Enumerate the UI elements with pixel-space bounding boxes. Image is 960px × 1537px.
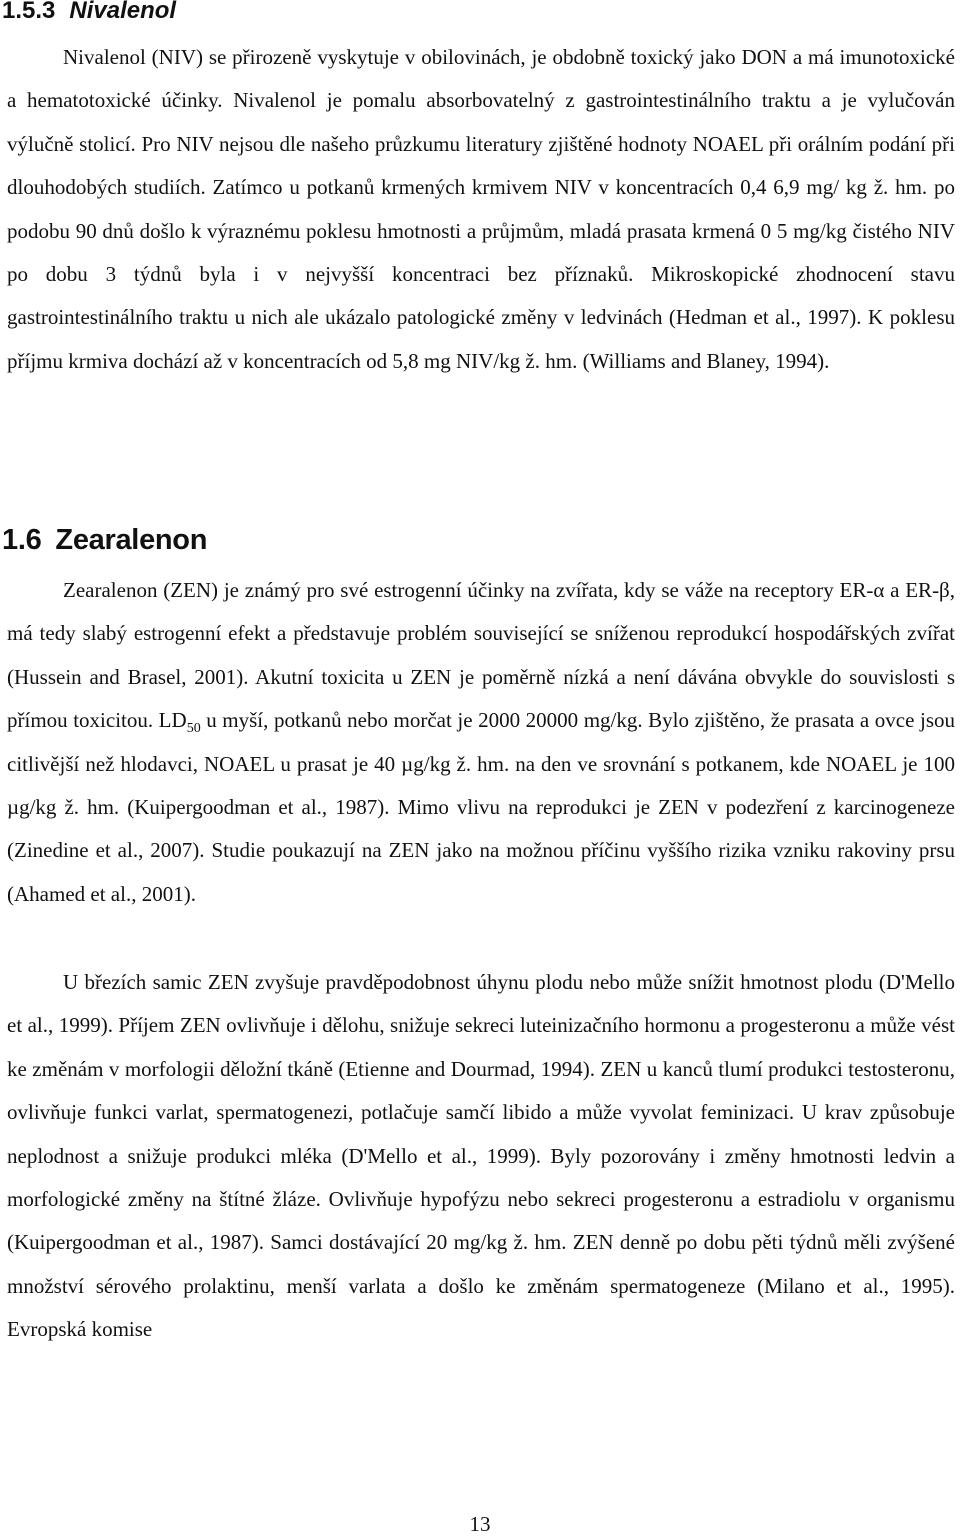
paragraph-zearalenon-2: U březích samic ZEN zvyšuje pravděpodobnost úhynu plodu nebo může snížit hmotnost plodu (D'Mello et al., 1999). Příjem ZEN ovlivňuje i dělohu, snižuje sekreci luteinizačního hormonu a progesteronu a může vést ke změnám v morfologii děložní tkáně (Etienne and Dourmad, 1994). ZEN u kanců tlumí produkci testosteronu, ovlivňuje funkci varlat, spermatogenezi, potlačuje samčí libido a může vyvolat feminizaci. U krav způsobuje neplodnost a snižuje produkci mléka (D'Mello et al., 1999). Byly pozorovány i změny hmotnosti ledvin a morfologické změny na štítné žláze. Ovlivňuje hypofýzu nebo sekreci progesteronu a estradiolu v organismu (Kuipergoodman et al., 1987). Samci dostávající 20 mg/kg ž. hm. ZEN denně po dobu pěti týdnů měli zvýšené množství sérového prolaktinu, menší varlata a došlo ke změnám spermatogeneze (Milano et al., 1995). Evropská komise [7,970,955,1342]
page-number: 13 [469,1512,491,1536]
section-title: Zearalenon [55,524,208,556]
paragraph-zearalenon-1 [7,569,955,916]
section-number: 1.6 [2,524,42,556]
section-number: 1.5.3 [2,0,56,24]
paragraph-text: Zearalenon (ZEN) je známý pro své estrogenní účinky na zvířata, kdy se váže na receptory ER-α a ER-β, má tedy slabý estrogenní efekt a představuje problém související se sníženou reprodukcí hospodářských zvířat (Hussein and Brasel, 2001). Akutní toxicita u ZEN je poměrně nízká a není dávána obvykle do souvislosti s přímou toxicitou. LD [7,578,955,733]
section-heading-zearalenon [2,522,207,558]
section-title: Nivalenol [69,0,177,24]
section-heading-nivalenol [2,0,176,26]
paragraph-text: u myší, potkanů nebo morčat je 2000 20000 mg/kg. Bylo zjištěno, že prasata a ovce jsou citlivější než hlodavci, NOAEL u prasat je 40 µg/kg ž. hm. na den ve srovnání s potkanem, kde NOAEL je 100 µg/kg ž. hm. (Kuipergoodman et al., 1987). Mimo vlivu na reprodukci je ZEN v podezření z karcinogeneze (Zinedine et al., 2007). Studie poukazují na ZEN jako na možnou příčinu vyššího rizika vzniku rakoviny prsu (Ahamed et al., 2001). [7,708,955,906]
subscript-text: 50 [186,721,201,737]
paragraph-nivalenol: Nivalenol (NIV) se přirozeně vyskytuje v obilovinách, je obdobně toxický jako DON a má imunotoxické a hematotoxické účinky. Nivalenol je pomalu absorbovatelný z gastrointestinálního traktu a je vylučován výlučně stolicí. Pro NIV nejsou dle našeho průzkumu literatury zjištěné hodnoty NOAEL při orálním podání při dlouhodobých studiích. Zatímco u potkanů krmených krmivem NIV v koncentracích 0,4 6,9 mg/ kg ž. hm. po podobu 90 dnů došlo k výraznému poklesu hmotnosti a průjmům, mladá prasata krmená 0 5 mg/kg čistého NIV po dobu 3 týdnů byla i v nejvyšší koncentraci bez příznaků. Mikroskopické zhodnocení stavu gastrointestinálního traktu u nich ale ukázalo patologické změny v ledvinách (Hedman et al., 1997). K poklesu příjmu krmiva dochází až v koncentracích od 5,8 mg NIV/kg ž. hm. (Williams and Blaney, 1994). [7,45,955,373]
